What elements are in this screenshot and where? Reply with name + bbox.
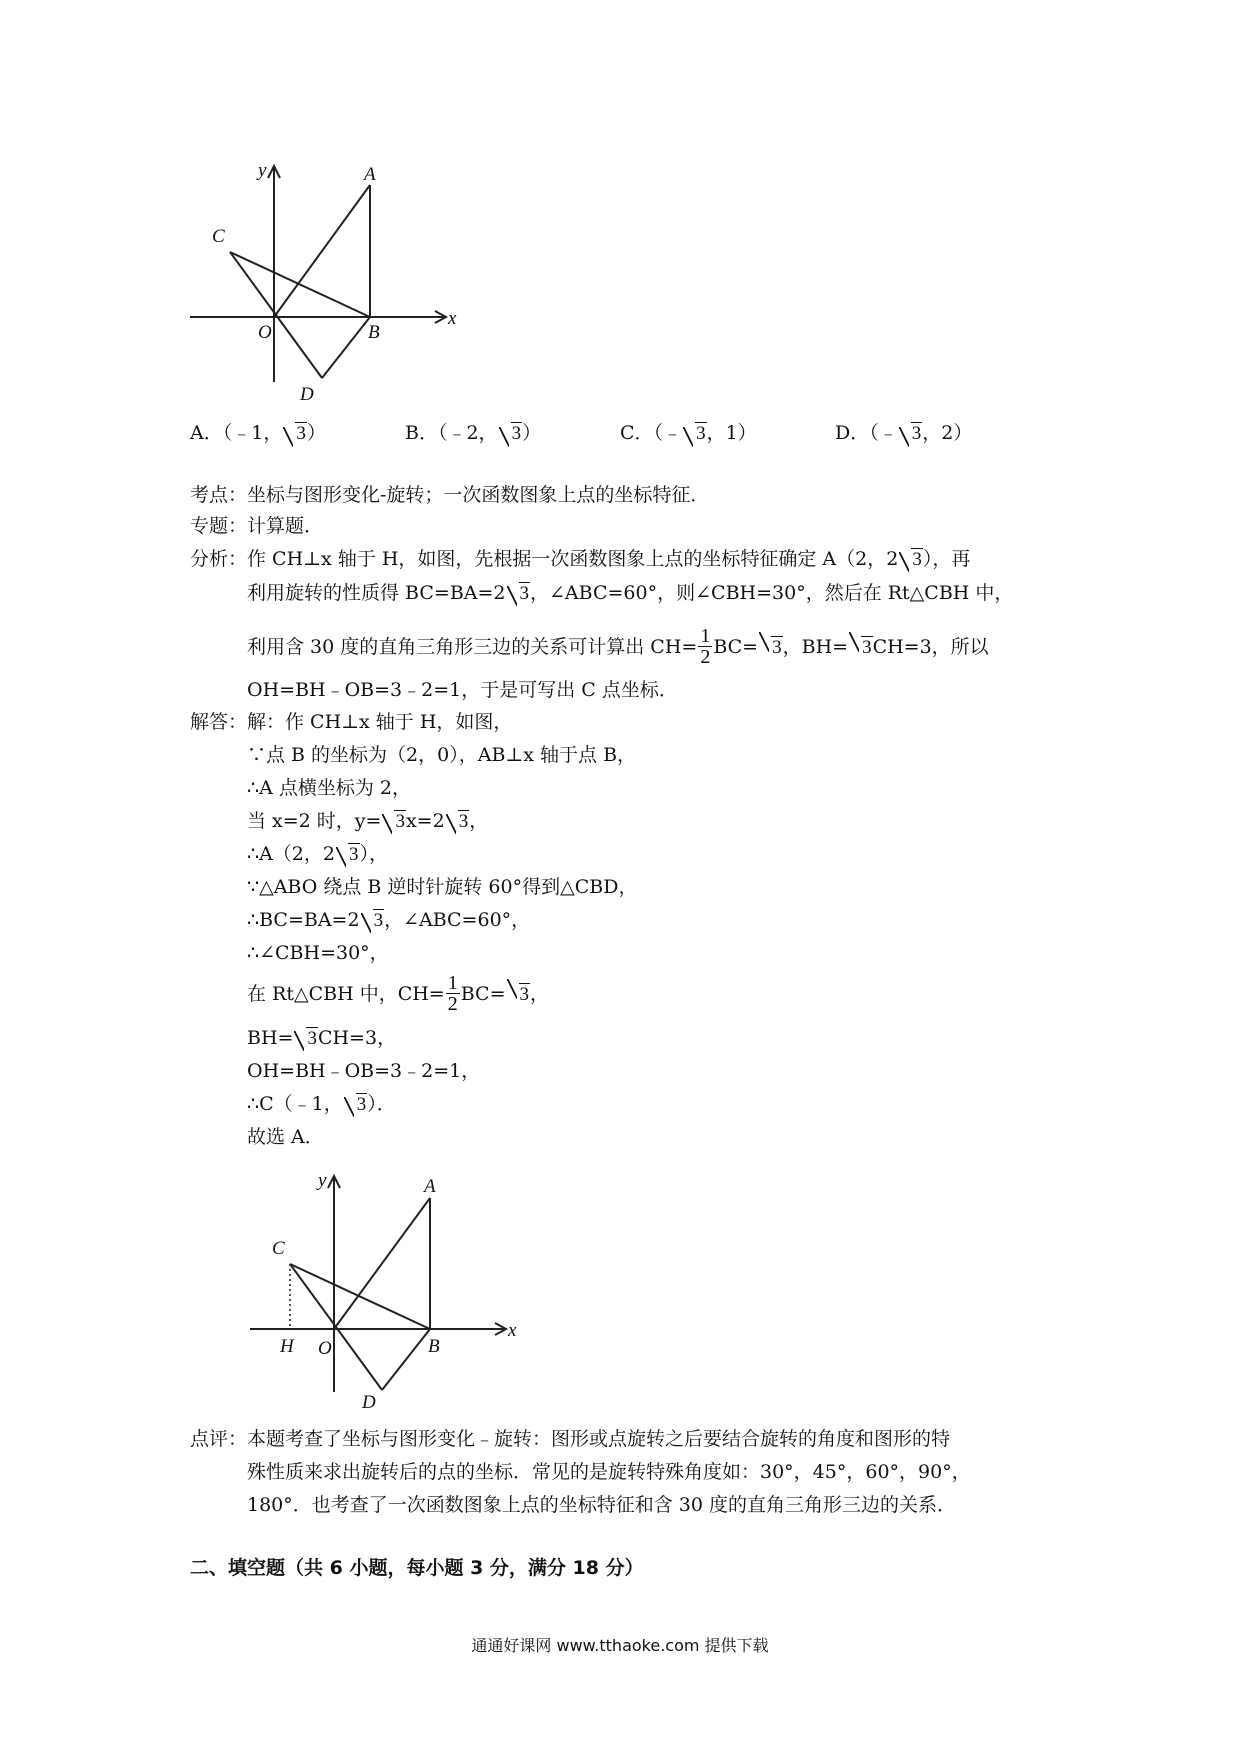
jieda-step5-sqrt: 3 [336,843,360,867]
jieda-step7-a: ∴BC=BA=2 [247,909,360,931]
option-b-open: （﹣2， [437,422,498,444]
jieda-step10-a: BH= [247,1027,294,1049]
label-B: B [368,322,380,343]
jieda-step9-sqrt: 3 [507,975,531,1015]
segment-CB [290,1264,430,1329]
jieda-step4-b: x=2 [405,810,445,832]
jieda-step10-sqrt: 3 [294,1027,318,1051]
dianping-line1: 本题考查了坐标与图形变化﹣旋转：图形或点旋转之后要结合旋转的角度和图形的特 [247,1428,951,1450]
option-b-letter: B． [405,422,438,444]
label-A: A [364,164,376,185]
option-d-sqrt: 3 [899,423,923,445]
answer-options [190,418,1090,450]
jieda-step8: ∴∠CBH=30°， [247,942,389,964]
zhuanti-text: 计算题． [247,515,324,537]
kaodian-label: 考点： [190,484,248,506]
segment-DB [322,317,370,378]
label-H: H [280,1336,294,1357]
jieda-step11: OH=BH﹣OB=3﹣2=1， [247,1060,481,1082]
jieda-step4-sqrt2: 3 [446,810,470,834]
kaodian-text: 坐标与图形变化-旋转；一次函数图象上点的坐标特征． [247,484,710,506]
label-y: y [258,160,267,181]
zhuanti-label: 专题： [190,515,248,537]
option-b-sqrt: 3 [499,423,523,445]
fenxi-line2-a: 利用旋转的性质得 BC=BA=2 [247,582,506,604]
option-d-open: （﹣ [869,422,898,444]
label-C: C [272,1238,285,1259]
dianping-line3: 180°．也考查了一次函数图象上点的坐标特征和含 30 度的直角三角形三边的关系． [247,1494,957,1516]
fenxi-line3-sqrt2: 3 [849,628,873,668]
jieda-step7-sqrt: 3 [361,909,385,933]
option-b [405,418,541,445]
fenxi-line4: OH=BH﹣OB=3﹣2=1，于是可写出 C 点坐标． [247,679,678,701]
option-c-sqrt: 3 [683,423,707,445]
option-a [190,418,326,445]
segment-CB [230,252,370,317]
jieda-step3: ∴A 点横坐标为 2， [247,777,411,799]
option-d-letter: D． [835,422,870,444]
option-c-letter: C． [620,422,654,444]
jieda-step5-b: ）， [359,843,389,865]
segment-OA [274,185,370,317]
jieda-step1: 解：作 CH⊥x 轴于 H，如图， [247,711,513,733]
jieda-step12-b: ）． [367,1093,396,1115]
jieda-step4-c: ， [469,810,489,832]
jieda-step9-a: 在 Rt△CBH 中，CH= [247,983,445,1005]
section-heading: 二、填空题（共 6 小题，每小题 3 分，满分 18 分） [190,1557,644,1579]
jieda-step9-frac: $\frac{1}{2}$ [447,971,458,1015]
option-c [620,418,757,445]
option-b-close: ） [522,422,542,444]
fenxi-line1-a: 作 CH⊥x 轴于 H，如图，先根据一次函数图象上点的坐标特征确定 A（2，2 [247,548,899,570]
jieda-step13: 故选 A． [247,1126,324,1148]
jieda-step9-b: BC= [460,983,506,1005]
figure-1-coordinate-diagram [180,160,480,410]
option-a-letter: A． [190,422,223,444]
option-a-open: （﹣1， [222,422,283,444]
page-footer: 通通好课网 www.tthaoke.com 提供下载 [471,1636,769,1655]
label-D: D [362,1392,376,1410]
option-a-sqrt: 3 [283,423,307,445]
jieda-step6: ∵△ABO 绕点 B 逆时针旋转 60°得到△CBD， [247,876,638,898]
option-a-close: ） [306,422,326,444]
fenxi-line3-frac: $\frac{1}{2}$ [700,624,711,668]
figure-2-coordinate-diagram [240,1170,540,1410]
fenxi-line1-b: ），再 [922,548,971,570]
dianping-line2: 殊性质来求出旋转后的点的坐标．常见的是旋转特殊角度如：30°，45°，60°，90°， [247,1461,971,1483]
jieda-step4-sqrt: 3 [382,810,406,834]
fenxi-line3-b: BC= [713,636,759,658]
option-d [835,418,972,445]
label-O: O [318,1338,332,1359]
fenxi-line3-d: CH=3，所以 [872,636,989,658]
label-x: x [448,308,457,329]
fenxi-line2-sqrt: 3 [507,582,531,606]
option-d-close: ，2） [922,422,973,444]
label-B: B [428,1336,440,1357]
jieda-step7-b: ，∠ABC=60°， [384,909,531,931]
dianping-label: 点评： [190,1428,248,1450]
jieda-step4-a: 当 x=2 时，y= [247,810,382,832]
fenxi-label: 分析： [190,548,248,570]
label-A: A [424,1176,436,1197]
option-c-close: ，1） [706,422,757,444]
jieda-label: 解答： [190,711,248,733]
label-x: x [508,1320,517,1341]
jieda-step9-c: ， [530,983,550,1005]
label-y: y [318,1170,327,1191]
jieda-step12-a: ∴C（﹣1， [247,1093,343,1115]
fenxi-line1-sqrt: 3 [899,548,923,572]
jieda-step5-a: ∴A（2，2 [247,843,335,865]
jieda-step12-sqrt: 3 [344,1093,368,1117]
label-O: O [258,322,272,343]
segment-DB [382,1329,430,1390]
label-D: D [300,384,314,405]
jieda-step10-b: CH=3， [317,1027,397,1049]
jieda-step2: ∵点 B 的坐标为（2，0），AB⊥x 轴于点 B， [247,744,637,766]
fenxi-line3-sqrt: 3 [759,628,783,668]
segment-OA [334,1198,430,1329]
option-c-open: （﹣ [653,422,683,444]
label-C: C [212,226,225,247]
fenxi-line3-a: 利用含 30 度的直角三角形三边的关系可计算出 CH= [247,636,698,658]
fenxi-line3-c: ，BH= [782,636,849,658]
fenxi-line2-b: ，∠ABC=60°，则∠CBH=30°，然后在 Rt△CBH 中， [530,582,1014,604]
